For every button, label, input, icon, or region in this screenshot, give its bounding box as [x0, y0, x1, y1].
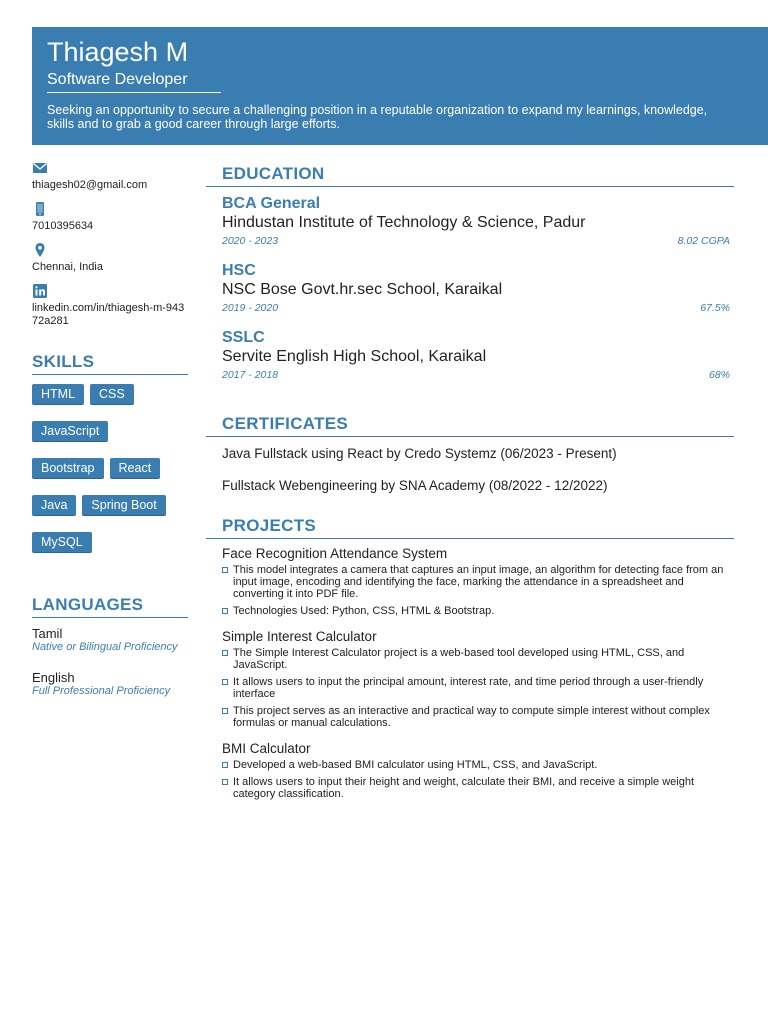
- certificate-item: Fullstack Webengineering by SNA Academy (08/2022 - 12/2022): [222, 478, 608, 493]
- education-years: 2020 - 2023: [222, 235, 279, 247]
- contact-email: [32, 160, 188, 192]
- project-bullet-text: Developed a web-based BMI calculator using HTML, CSS, and JavaScript.: [233, 759, 598, 771]
- contact-section: [32, 160, 188, 328]
- language-name: English: [32, 670, 75, 685]
- education-degree: BCA General: [222, 195, 321, 212]
- education-school: NSC Bose Govt.hr.sec School, Karaikal: [222, 281, 503, 298]
- education-degree: SSLC: [222, 329, 265, 346]
- contact-location: [32, 242, 188, 274]
- education-years: 2017 - 2018: [222, 369, 279, 381]
- project-bullet: [222, 564, 730, 600]
- square-bullet-icon: [222, 567, 228, 573]
- certificates-title: CERTIFICATES: [206, 414, 734, 437]
- project-item: [222, 629, 730, 729]
- email-text[interactable]: thiagesh02@gmail.com: [32, 179, 148, 191]
- project-item: [222, 546, 730, 617]
- languages-list: [32, 626, 188, 698]
- contact-phone: [32, 201, 188, 233]
- project-bullet-text: Technologies Used: Python, CSS, HTML & Bootstrap.: [233, 605, 495, 617]
- language-name: Tamil: [32, 626, 63, 641]
- contact-linkedin: [32, 283, 188, 328]
- skill-chip: CSS: [90, 384, 134, 405]
- language-item: [32, 626, 188, 654]
- project-bullet-text: It allows users to input their height and weight, calculate their BMI, and receive a simple weight category classification.: [233, 776, 695, 800]
- square-bullet-icon: [222, 650, 228, 656]
- project-bullet: [222, 776, 730, 800]
- certificates-section: [206, 414, 734, 494]
- languages-title: LANGUAGES: [32, 595, 188, 618]
- skill-chip: Java: [32, 495, 76, 516]
- education-meta: [222, 235, 730, 247]
- left-column: [32, 160, 188, 714]
- education-item: [222, 194, 730, 247]
- skill-row: [32, 532, 188, 553]
- skill-chip: JavaScript: [32, 421, 108, 442]
- skill-row: [32, 384, 188, 405]
- language-level: Full Professional Proficiency: [32, 685, 171, 697]
- square-bullet-icon: [222, 679, 228, 685]
- project-bullet: [222, 676, 730, 700]
- summary: Seeking an opportunity to secure a challenging position in a reputable organization to expand my learnings, knowledge, skills and to grab a good career through large efforts.: [47, 103, 708, 131]
- project-bullet-text: It allows users to input the principal amount, interest rate, and time period through a user-friendly interface: [233, 676, 704, 700]
- language-item: [32, 670, 188, 698]
- education-score: 68%: [708, 369, 730, 381]
- project-title: BMI Calculator: [222, 741, 311, 756]
- skill-chip: Spring Boot: [82, 495, 165, 516]
- skill-chip: Bootstrap: [32, 458, 104, 479]
- projects-list: [206, 546, 734, 800]
- project-bullet-text: The Simple Interest Calculator project is a web-based tool developed using HTML, CSS, and JavaScript.: [233, 647, 685, 671]
- skills-section: [32, 352, 188, 553]
- education-school: Hindustan Institute of Technology & Science, Padur: [222, 214, 586, 231]
- certificates-list: [206, 446, 734, 494]
- phone-icon: [32, 201, 48, 217]
- education-score: 8.02 CGPA: [677, 235, 730, 247]
- project-item: [222, 741, 730, 800]
- language-level: Native or Bilingual Proficiency: [32, 641, 178, 653]
- project-title: Simple Interest Calculator: [222, 629, 377, 644]
- skill-chip: HTML: [32, 384, 84, 405]
- skill-row: [32, 458, 188, 479]
- phone-text[interactable]: 7010395634: [32, 220, 94, 232]
- candidate-name: Thiagesh M: [47, 37, 189, 67]
- projects-title: PROJECTS: [206, 516, 734, 539]
- skill-chip: React: [110, 458, 161, 479]
- project-bullet: [222, 605, 730, 617]
- project-bullets: [222, 564, 730, 617]
- project-bullet: [222, 705, 730, 729]
- map-pin-icon: [32, 242, 48, 258]
- envelope-icon: [32, 160, 48, 176]
- skills-list: [32, 384, 188, 553]
- education-score: 67.5%: [700, 302, 730, 314]
- right-column: [206, 164, 734, 812]
- education-meta: [222, 369, 730, 381]
- skill-row: [32, 421, 188, 442]
- square-bullet-icon: [222, 762, 228, 768]
- certificate-item: Java Fullstack using React by Credo Systemz (06/2023 - Present): [222, 446, 617, 461]
- project-title: Face Recognition Attendance System: [222, 546, 448, 561]
- education-item: [222, 328, 730, 381]
- skills-title: SKILLS: [32, 352, 188, 375]
- education-item: [222, 261, 730, 314]
- education-meta: [222, 302, 730, 314]
- project-bullet: [222, 759, 730, 771]
- square-bullet-icon: [222, 779, 228, 785]
- skill-chip: MySQL: [32, 532, 92, 553]
- education-list: [206, 194, 734, 381]
- project-bullets: [222, 647, 730, 729]
- job-title: Software Developer: [47, 70, 221, 93]
- project-bullet: [222, 647, 730, 671]
- education-years: 2019 - 2020: [222, 302, 279, 314]
- education-school: Servite English High School, Karaikal: [222, 348, 487, 365]
- square-bullet-icon: [222, 608, 228, 614]
- project-bullets: [222, 759, 730, 800]
- location-text: Chennai, India: [32, 261, 103, 273]
- education-section: [206, 164, 734, 381]
- education-title: EDUCATION: [206, 164, 734, 187]
- skill-row: [32, 495, 188, 516]
- square-bullet-icon: [222, 708, 228, 714]
- languages-section: [32, 595, 188, 698]
- education-degree: HSC: [222, 262, 256, 279]
- projects-section: [206, 516, 734, 800]
- project-bullet-text: This project serves as an interactive and practical way to compute simple interest without complex formulas or manual calculations.: [233, 705, 710, 729]
- linkedin-text[interactable]: linkedin.com/in/thiagesh-m-94372a281: [32, 302, 185, 327]
- project-bullet-text: This model integrates a camera that captures an input image, an algorithm for detecting face from an input image, encoding and identifying the face, marking the attendance in a spreadsheet and converting it into PDF file.: [233, 564, 724, 600]
- resume-header: [32, 27, 768, 145]
- linkedin-icon: [32, 283, 48, 299]
